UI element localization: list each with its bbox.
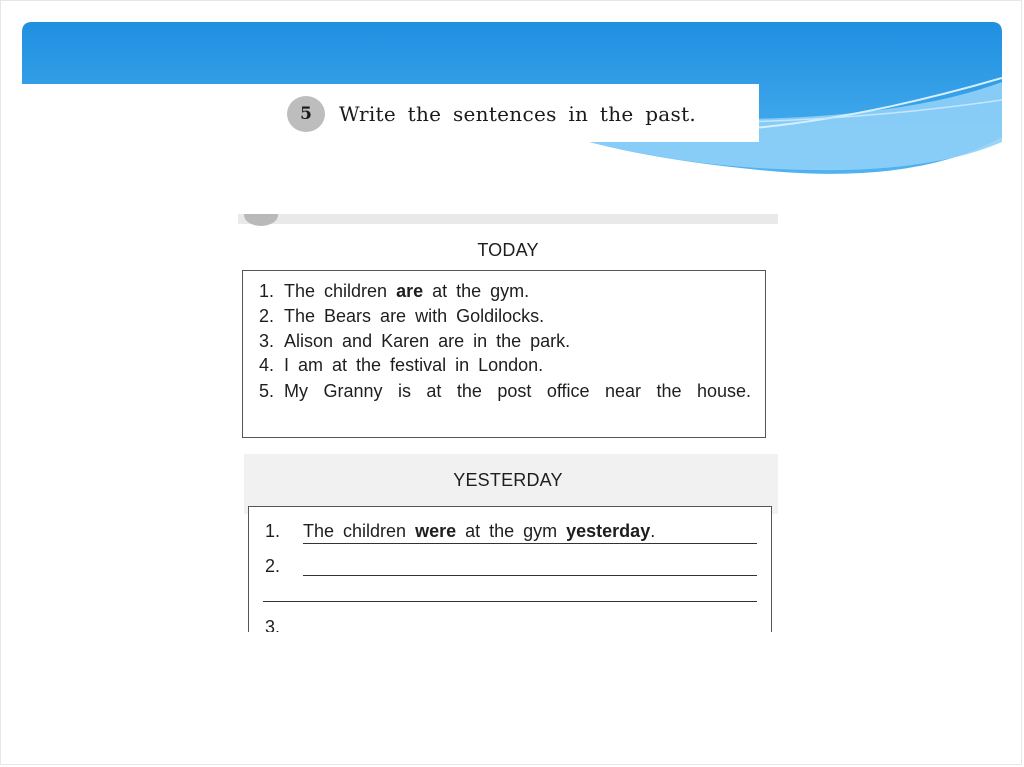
yesterday-continuation-rule (263, 601, 757, 602)
today-sentence-4: 4. I am at the festival in London. (259, 355, 544, 375)
today-sentence-1: 1. The children are at the gym. (259, 281, 530, 301)
exercise-title: Write the sentences in the past. (339, 102, 697, 126)
scan-top-edge (238, 214, 778, 224)
worksheet-scan (238, 214, 778, 632)
yesterday-line-3: 3. (265, 617, 757, 632)
yesterday-line-2: 2. (265, 556, 757, 580)
today-sentence-2: 2. The Bears are with Goldilocks. (259, 306, 545, 326)
exercise-number-badge: 5 (287, 96, 325, 132)
today-box (242, 270, 766, 438)
yesterday-example: 1. The children were at the gym yesterday. (265, 521, 757, 545)
today-heading: TODAY (477, 240, 539, 260)
today-sentence-5: 5. My Granny is at the post office near the house. (259, 381, 751, 401)
today-sentence-3: 3. Alison and Karen are in the park. (259, 331, 571, 351)
yesterday-box (248, 506, 772, 632)
exercise-title-card (281, 84, 759, 142)
yesterday-heading: YESTERDAY (453, 470, 563, 490)
